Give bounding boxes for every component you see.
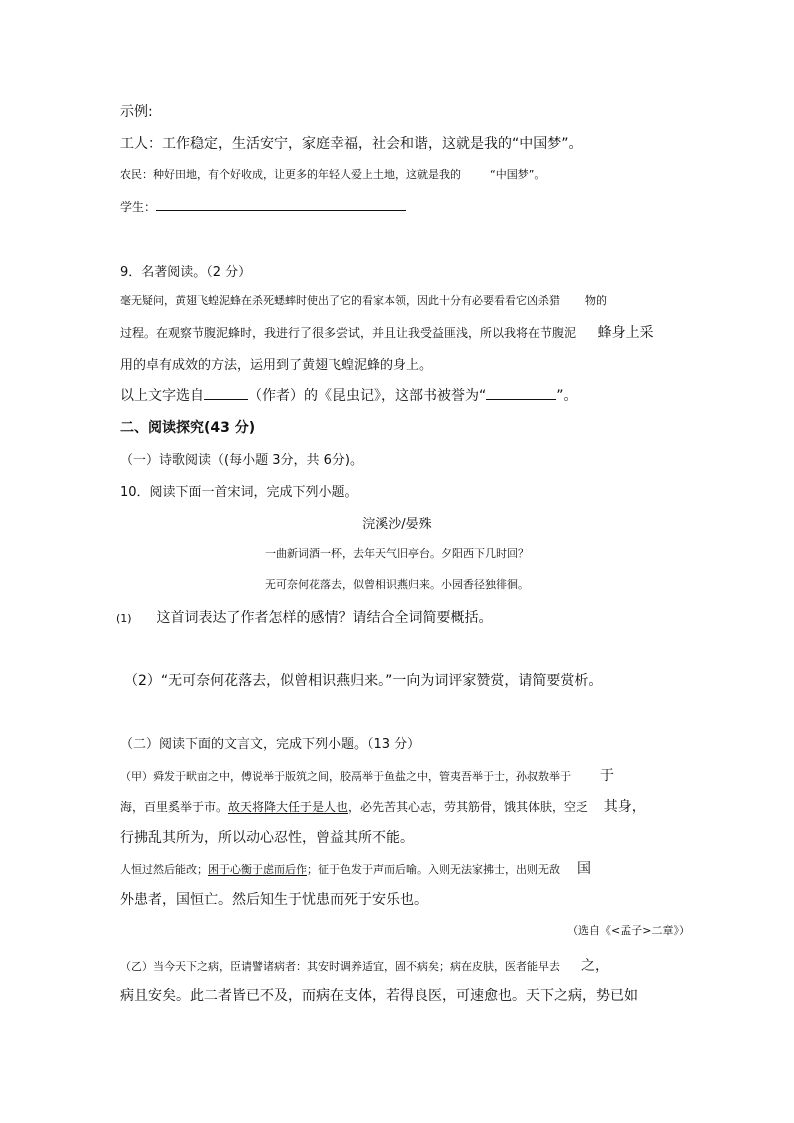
section-2-title: 二、阅读探究(43 分) xyxy=(120,420,256,436)
q9-fill-suffix: ”。 xyxy=(556,388,578,404)
example-farmer xyxy=(120,166,545,182)
jia-line-2-end: 其身， xyxy=(603,799,646,815)
poem-line-2: 无可奈何花落去，似曾相识燕归来。小园香径独徘徊。 xyxy=(265,578,529,591)
q10-title: 10．阅读下面一首宋词，完成下列小题。 xyxy=(120,485,358,500)
jia-line-4-start: 人恒过然后能改； xyxy=(120,863,208,876)
jia-underlined-sentence-1: 故天将降大任于是人也 xyxy=(228,800,349,814)
jia-line-5: 外患者，国恒亡。然后知生于忧患而死于安乐也。 xyxy=(120,892,428,908)
yi-line-1 xyxy=(120,955,609,975)
q10-2: （2）“无可奈何花落去，似曾相识燕归来。”一向为词评家赞赏，请简要赏析。 xyxy=(124,673,603,689)
q9-p2-end: 蜂身上采 xyxy=(597,325,654,341)
q9-para-line-2 xyxy=(120,322,654,342)
jia-line-4-middle: ；征于色发于声而后喻。入则无法家拂士，出则无敌 xyxy=(307,863,560,876)
example-farmer-text: 农民：种好田地，有个好收成，让更多的年轻人爱上土地，这就是我的 xyxy=(120,168,461,181)
poem-title: 浣溪沙/晏殊 xyxy=(362,517,432,532)
q9-title: 9．名著阅读。（2 分） xyxy=(120,265,252,280)
jia-underlined-sentence-2: 困于心衡于虑而后作 xyxy=(208,863,307,876)
poetry-part-title: （一）诗歌阅读（(每小题 3分，共 6分)。 xyxy=(120,453,363,468)
yi-line-1-end: 之， xyxy=(581,958,609,974)
q9-p1-text: 毫无疑问，黄翅飞蝗泥蜂在杀死蟋蟀时使出了它的看家本领，因此十分有必要看看它凶杀猎 xyxy=(120,294,560,307)
yi-line-2: 病且安矣。此二者皆已不及，而病在支体，若得良医，可速愈也。天下之病，势已如 xyxy=(120,988,638,1004)
q9-fill-prefix: 以上文字选自 xyxy=(120,388,204,404)
poem-line-1: 一曲新词酒一杯，去年天气旧亭台。夕阳西下几时回？ xyxy=(265,547,529,560)
jia-source: （选自《<孟子>二章》） xyxy=(567,924,690,937)
jia-line-1-end: 于 xyxy=(600,768,614,784)
q10-1-number: (1) xyxy=(116,612,132,625)
yi-line-1-text: （乙）当今天下之病，臣请譬诸病者：其安时调养适宜，固不病矣；病在皮肤，医者能早去 xyxy=(120,960,560,973)
classical-part-title: （二）阅读下面的文言文，完成下列小题。（13 分） xyxy=(120,737,421,752)
q9-para-line-1 xyxy=(120,292,607,308)
jia-line-3: 行拂乱其所为，所以动心忍性，曾益其所不能。 xyxy=(120,830,414,846)
example-worker: 工人：工作稳定，生活安宁，家庭幸福，社会和谐，这就是我的“中国梦”。 xyxy=(120,136,583,152)
q9-p2-text: 过程。在观察节腹泥蜂时，我进行了很多尝试，并且让我受益匪浅，所以我将在节腹泥 xyxy=(120,326,577,340)
student-answer-blank[interactable] xyxy=(156,210,406,211)
example-student xyxy=(120,198,406,215)
jia-line-1-text: （甲）舜发于畎亩之中，傅说举于版筑之间，胶鬲举于鱼盐之中，管夷吾举于士，孙叔敖举于 xyxy=(120,770,571,783)
q10-1-text: 这首词表达了作者怎样的感情？请结合全词简要概括。 xyxy=(156,610,493,626)
q9-para-line-3: 用的卓有成效的方法，运用到了黄翅飞蝗泥蜂的身上。 xyxy=(120,358,433,373)
example-student-label: 学生： xyxy=(120,200,157,214)
q9-fill xyxy=(120,385,578,405)
jia-line-2-start: 海，百里奚举于市。 xyxy=(120,800,229,814)
jia-line-2-middle: ，必先苦其心志，劳其筋骨，饿其体肤，空乏 xyxy=(348,800,589,814)
example-farmer-end: “中国梦”。 xyxy=(490,168,546,181)
author-blank[interactable] xyxy=(204,399,248,400)
jia-line-4 xyxy=(120,858,591,878)
jia-line-4-end: 国 xyxy=(577,861,591,877)
nickname-blank[interactable] xyxy=(486,399,556,400)
example-heading: 示例: xyxy=(120,104,153,120)
q9-fill-middle: （作者）的《昆虫记》，这部书被誉为“ xyxy=(248,388,487,404)
jia-line-2 xyxy=(120,796,646,816)
jia-line-1 xyxy=(120,765,614,785)
q9-p1-end: 物的 xyxy=(585,294,607,307)
q10-1 xyxy=(116,607,493,627)
